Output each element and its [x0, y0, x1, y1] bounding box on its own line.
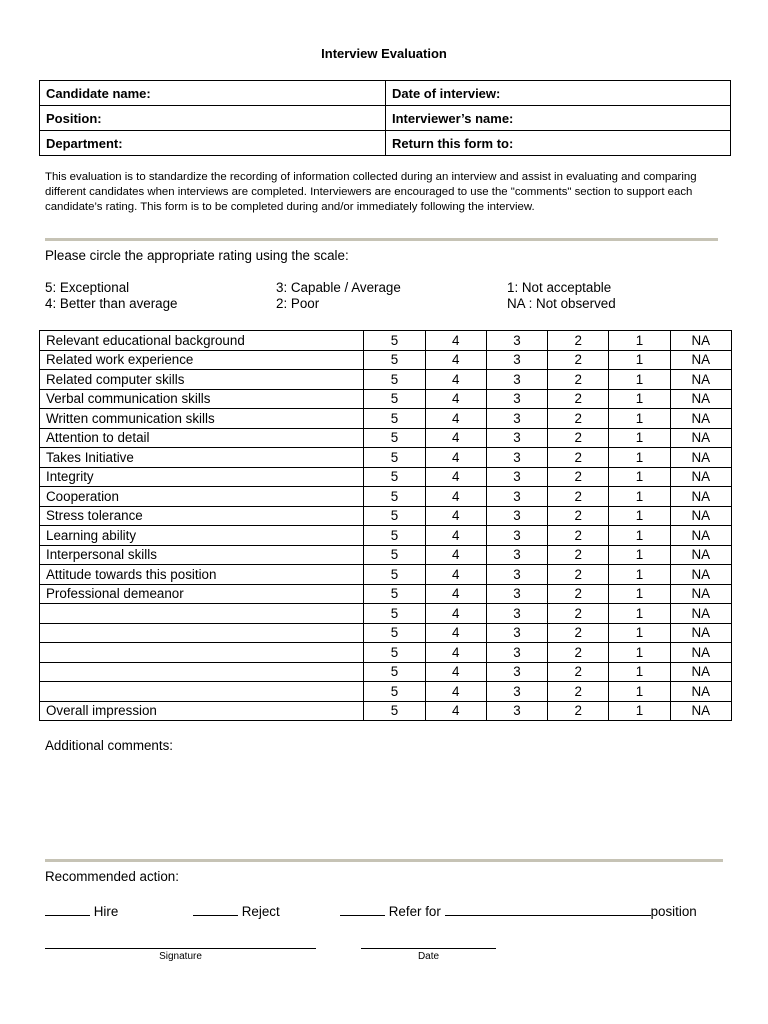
criterion-label: Verbal communication skills: [40, 389, 364, 409]
criterion-label: Professional demeanor: [40, 584, 364, 604]
info-row: [40, 81, 731, 106]
rating-option[interactable]: 2: [548, 467, 609, 487]
rating-option[interactable]: 4: [425, 604, 486, 624]
rating-option[interactable]: 4: [425, 701, 486, 721]
position-label: position: [650, 904, 697, 919]
criterion-label: Takes Initiative: [40, 448, 364, 468]
rating-option[interactable]: 1: [609, 701, 670, 721]
rating-option[interactable]: 3: [486, 565, 547, 585]
info-field[interactable]: Return this form to:: [386, 131, 731, 156]
criterion-label: [40, 643, 364, 663]
rating-option[interactable]: 5: [364, 604, 425, 624]
rating-option[interactable]: 1: [609, 370, 670, 390]
rating-option[interactable]: 2: [548, 526, 609, 546]
criterion-label: Integrity: [40, 467, 364, 487]
rating-option[interactable]: 5: [364, 331, 425, 351]
rating-option[interactable]: 2: [548, 682, 609, 702]
rating-option[interactable]: 3: [486, 643, 547, 663]
rating-option[interactable]: 2: [548, 643, 609, 663]
info-field[interactable]: Position:: [40, 106, 386, 131]
signature-line[interactable]: [45, 948, 316, 949]
info-field[interactable]: Candidate name:: [40, 81, 386, 106]
criterion-label: Attention to detail: [40, 428, 364, 448]
rating-option[interactable]: 3: [486, 545, 547, 565]
rating-option[interactable]: 4: [425, 331, 486, 351]
rating-option[interactable]: 1: [609, 604, 670, 624]
rating-option[interactable]: NA: [670, 506, 731, 526]
rating-option[interactable]: 2: [548, 428, 609, 448]
rating-option[interactable]: 4: [425, 409, 486, 429]
rating-option[interactable]: 5: [364, 448, 425, 468]
recommended-action-label: Recommended action:: [45, 869, 179, 884]
rating-option[interactable]: NA: [670, 545, 731, 565]
rating-option[interactable]: 3: [486, 584, 547, 604]
rating-option[interactable]: 1: [609, 662, 670, 682]
criterion-label: [40, 604, 364, 624]
form-title: Interview Evaluation: [321, 46, 447, 61]
rating-row: [40, 370, 732, 390]
rating-option[interactable]: 5: [364, 370, 425, 390]
rating-option[interactable]: 5: [364, 428, 425, 448]
info-field[interactable]: Interviewer’s name:: [386, 106, 731, 131]
rating-option[interactable]: 5: [364, 467, 425, 487]
rating-option[interactable]: 5: [364, 662, 425, 682]
rating-option[interactable]: 3: [486, 389, 547, 409]
rating-option[interactable]: 4: [425, 389, 486, 409]
rating-option[interactable]: 3: [486, 701, 547, 721]
criterion-label: Attitude towards this position: [40, 565, 364, 585]
rating-row: [40, 467, 732, 487]
rating-row: [40, 604, 732, 624]
rating-row: [40, 584, 732, 604]
rating-option[interactable]: 3: [486, 506, 547, 526]
rating-option[interactable]: 2: [548, 701, 609, 721]
rating-option[interactable]: NA: [670, 350, 731, 370]
hire-option[interactable]: [45, 902, 118, 919]
criterion-label: Related computer skills: [40, 370, 364, 390]
rating-option[interactable]: 4: [425, 545, 486, 565]
rating-option[interactable]: 1: [609, 526, 670, 546]
rating-option[interactable]: 3: [486, 350, 547, 370]
rating-option[interactable]: 1: [609, 682, 670, 702]
rating-option[interactable]: 5: [364, 350, 425, 370]
rating-option[interactable]: 4: [425, 662, 486, 682]
rating-option[interactable]: NA: [670, 331, 731, 351]
rating-option[interactable]: 2: [548, 662, 609, 682]
rating-option[interactable]: 1: [609, 428, 670, 448]
rating-option[interactable]: 2: [548, 448, 609, 468]
signature-label: Signature: [159, 951, 202, 962]
rating-option[interactable]: 2: [548, 389, 609, 409]
refer-for-label: Refer for: [388, 904, 441, 919]
rating-option[interactable]: 1: [609, 487, 670, 507]
rating-option[interactable]: 3: [486, 604, 547, 624]
rating-option[interactable]: 4: [425, 467, 486, 487]
scale-entry: 3: Capable / Average: [276, 280, 401, 295]
rating-option[interactable]: 5: [364, 623, 425, 643]
info-field[interactable]: Department:: [40, 131, 386, 156]
criterion-label: Overall impression: [40, 701, 364, 721]
candidate-info-table: [39, 80, 731, 156]
rating-row: [40, 428, 732, 448]
rating-option[interactable]: 1: [609, 506, 670, 526]
rating-option[interactable]: NA: [670, 467, 731, 487]
rating-option[interactable]: 2: [548, 370, 609, 390]
rating-option[interactable]: 1: [609, 350, 670, 370]
rating-option[interactable]: 5: [364, 701, 425, 721]
rating-option[interactable]: 2: [548, 350, 609, 370]
rating-option[interactable]: 1: [609, 545, 670, 565]
rating-option[interactable]: 2: [548, 409, 609, 429]
rating-option[interactable]: 4: [425, 682, 486, 702]
rating-option[interactable]: 2: [548, 584, 609, 604]
rating-option[interactable]: 5: [364, 643, 425, 663]
rating-option[interactable]: 5: [364, 526, 425, 546]
rating-option[interactable]: NA: [670, 662, 731, 682]
rating-option[interactable]: 3: [486, 370, 547, 390]
rating-option[interactable]: 1: [609, 623, 670, 643]
rating-option[interactable]: NA: [670, 448, 731, 468]
rating-option[interactable]: 3: [486, 487, 547, 507]
rating-option[interactable]: 3: [486, 526, 547, 546]
scale-column-2: [276, 280, 401, 312]
rating-row: [40, 662, 732, 682]
criterion-label: Interpersonal skills: [40, 545, 364, 565]
scale-column-3: [507, 280, 616, 312]
rating-option[interactable]: NA: [670, 604, 731, 624]
rating-row: [40, 409, 732, 429]
rating-option[interactable]: 5: [364, 389, 425, 409]
rating-option[interactable]: 1: [609, 331, 670, 351]
rating-row: [40, 623, 732, 643]
rating-option[interactable]: 1: [609, 584, 670, 604]
scale-column-1: [45, 280, 178, 312]
rating-option[interactable]: 4: [425, 448, 486, 468]
rating-option[interactable]: NA: [670, 389, 731, 409]
rating-row: [40, 350, 732, 370]
refer-blank[interactable]: [340, 902, 385, 916]
rating-option[interactable]: 5: [364, 565, 425, 585]
refer-position-blank[interactable]: [445, 902, 651, 916]
rating-option[interactable]: 4: [425, 428, 486, 448]
rating-row: [40, 701, 732, 721]
scale-entry: NA : Not observed: [507, 296, 616, 311]
rating-option[interactable]: NA: [670, 409, 731, 429]
rating-option[interactable]: NA: [670, 701, 731, 721]
rating-option[interactable]: NA: [670, 623, 731, 643]
rating-option[interactable]: 5: [364, 487, 425, 507]
rating-option[interactable]: 1: [609, 448, 670, 468]
rating-option[interactable]: NA: [670, 584, 731, 604]
criterion-label: Stress tolerance: [40, 506, 364, 526]
rating-option[interactable]: 4: [425, 506, 486, 526]
scale-entry: 1: Not acceptable: [507, 280, 612, 295]
rating-option[interactable]: NA: [670, 428, 731, 448]
intro-paragraph: This evaluation is to standardize the recording of information collected during an interview and assist in evaluating and comparing different candidates when interviews are completed. Interviewers are encouraged to use the "comments" section to support each candidate’s rating. This form is to be completed during and/or immediately following the interview.: [45, 171, 697, 213]
rating-row: [40, 545, 732, 565]
rating-option[interactable]: 2: [548, 623, 609, 643]
rating-option[interactable]: 3: [486, 331, 547, 351]
criterion-label: Learning ability: [40, 526, 364, 546]
criterion-label: Relevant educational background: [40, 331, 364, 351]
reject-label: Reject: [241, 904, 280, 919]
additional-comments-label: Additional comments:: [45, 738, 174, 753]
rating-option[interactable]: 4: [425, 370, 486, 390]
rating-option[interactable]: 5: [364, 584, 425, 604]
rating-row: [40, 506, 732, 526]
info-field[interactable]: Date of interview:: [386, 81, 731, 106]
rating-instruction: Please circle the appropriate rating using the scale:: [45, 248, 349, 263]
rating-option[interactable]: 4: [425, 584, 486, 604]
rating-option[interactable]: 2: [548, 487, 609, 507]
divider-top: [45, 238, 718, 241]
criterion-label: Related work experience: [40, 350, 364, 370]
criterion-label: [40, 623, 364, 643]
rating-option[interactable]: 1: [609, 565, 670, 585]
rating-option[interactable]: 2: [548, 331, 609, 351]
rating-row: [40, 526, 732, 546]
rating-option[interactable]: 3: [486, 428, 547, 448]
hire-blank[interactable]: [45, 902, 90, 916]
scale-entry: 5: Exceptional: [45, 280, 130, 295]
criterion-label: [40, 682, 364, 702]
rating-option[interactable]: 4: [425, 623, 486, 643]
rating-option[interactable]: 4: [425, 526, 486, 546]
criterion-label: Cooperation: [40, 487, 364, 507]
rating-option[interactable]: 2: [548, 565, 609, 585]
rating-option[interactable]: NA: [670, 487, 731, 507]
reject-option[interactable]: [193, 902, 280, 919]
ratings-table: [39, 330, 732, 721]
reject-blank[interactable]: [193, 902, 238, 916]
rating-option[interactable]: NA: [670, 643, 731, 663]
rating-option[interactable]: NA: [670, 565, 731, 585]
rating-option[interactable]: 4: [425, 350, 486, 370]
info-row: [40, 106, 731, 131]
rating-option[interactable]: 5: [364, 545, 425, 565]
rating-option[interactable]: 4: [425, 565, 486, 585]
rating-option[interactable]: NA: [670, 526, 731, 546]
rating-row: [40, 487, 732, 507]
rating-row: [40, 331, 732, 351]
rating-option[interactable]: 2: [548, 604, 609, 624]
rating-option[interactable]: NA: [670, 682, 731, 702]
date-label: Date: [417, 951, 440, 962]
scale-entry: 2: Poor: [276, 296, 320, 311]
rating-option[interactable]: 5: [364, 409, 425, 429]
rating-option[interactable]: 3: [486, 682, 547, 702]
info-row: [40, 131, 731, 156]
rating-option[interactable]: NA: [670, 370, 731, 390]
rating-option[interactable]: 1: [609, 389, 670, 409]
criterion-label: [40, 662, 364, 682]
rating-option[interactable]: 3: [486, 448, 547, 468]
rating-option[interactable]: 1: [609, 409, 670, 429]
rating-option[interactable]: 4: [425, 487, 486, 507]
rating-option[interactable]: 2: [548, 506, 609, 526]
hire-label: Hire: [93, 904, 119, 919]
criterion-label: Written communication skills: [40, 409, 364, 429]
rating-row: [40, 389, 732, 409]
rating-option[interactable]: 3: [486, 623, 547, 643]
divider-bottom: [45, 859, 723, 862]
rating-option[interactable]: 3: [486, 467, 547, 487]
rating-option[interactable]: 3: [486, 662, 547, 682]
scale-entry: 4: Better than average: [45, 296, 178, 311]
rating-option[interactable]: 2: [548, 545, 609, 565]
date-line[interactable]: [361, 948, 496, 949]
rating-row: [40, 682, 732, 702]
rating-option[interactable]: 5: [364, 506, 425, 526]
rating-row: [40, 448, 732, 468]
rating-option[interactable]: 4: [425, 643, 486, 663]
rating-option[interactable]: 5: [364, 682, 425, 702]
rating-option[interactable]: 3: [486, 409, 547, 429]
rating-option[interactable]: 1: [609, 643, 670, 663]
rating-option[interactable]: 1: [609, 467, 670, 487]
refer-option[interactable]: [340, 902, 697, 919]
rating-row: [40, 565, 732, 585]
rating-row: [40, 643, 732, 663]
